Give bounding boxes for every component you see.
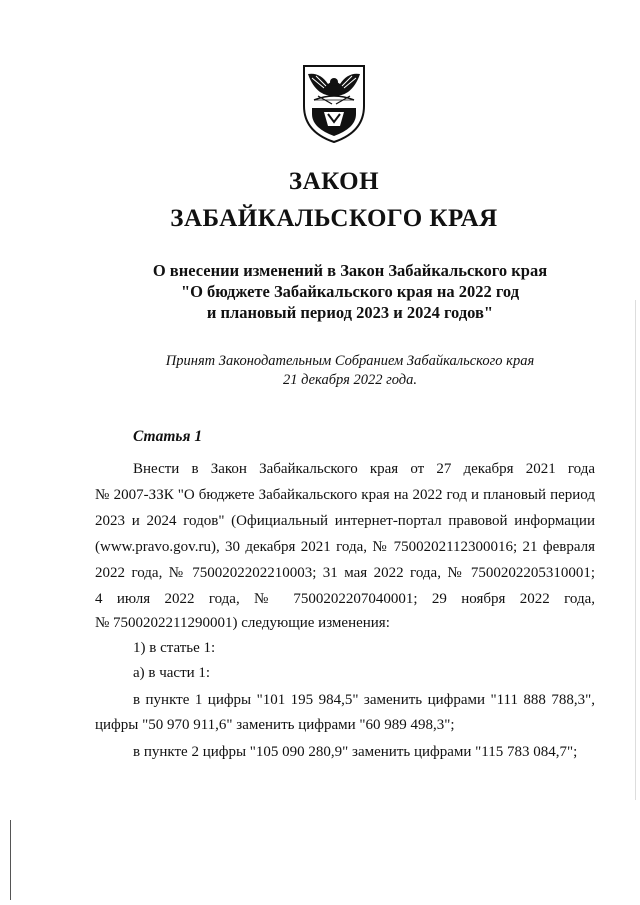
- law-subject-line2: "О бюджете Забайкальского края на 2022 год: [180, 282, 520, 301]
- body-line: № 7500202211290001) следующие изменения:: [95, 615, 390, 631]
- body-line: в пункте 1 цифры "101 195 984,5" заменить цифрами "111 888 788,3",: [133, 692, 595, 708]
- body-line: 2022 года, № 7500202202210003; 31 мая 2022 года, № 7500202205310001;: [95, 565, 595, 581]
- body-line: № 2007-ЗЗК "О бюджете Забайкальского края на 2022 год и плановый период: [95, 487, 595, 503]
- body-line: в пункте 2 цифры "105 090 280,9" заменить цифрами "115 783 084,7";: [133, 744, 578, 760]
- body-line: 4 июля 2022 года, № 7500202207040001; 29 ноября 2022 года,: [95, 591, 595, 607]
- coat-of-arms-emblem: [298, 62, 370, 144]
- list-item: а) в части 1:: [133, 665, 211, 681]
- law-subject-line1: О внесении изменений в Закон Забайкальского края: [152, 261, 548, 280]
- article-heading: Статья 1: [133, 428, 203, 445]
- law-subject-line3: и плановый период 2023 и 2024 годов": [206, 303, 494, 322]
- adoption-note-line1: Принят Законодательным Собранием Забайкальского края: [165, 353, 535, 369]
- scan-edge-line-right: [635, 300, 636, 800]
- document-title-line1: ЗАКОН: [288, 168, 380, 195]
- body-line: 2023 и 2024 годов" (Официальный интернет-портал правовой информации: [95, 513, 595, 529]
- adoption-note-line2: 21 декабря 2022 года.: [282, 372, 417, 388]
- document-title-line2: ЗАБАЙКАЛЬСКОГО КРАЯ: [170, 205, 498, 232]
- body-line: Внести в Закон Забайкальского края от 27 декабря 2021 года: [133, 461, 595, 477]
- body-line: цифры "50 970 911,6" заменить цифрами "60 989 498,3";: [95, 717, 455, 733]
- list-item: 1) в статье 1:: [133, 640, 216, 656]
- body-line: (www.pravo.gov.ru), 30 декабря 2021 года, № 7500202112300016; 21 февраля: [95, 539, 595, 555]
- scan-edge-line: [10, 820, 11, 900]
